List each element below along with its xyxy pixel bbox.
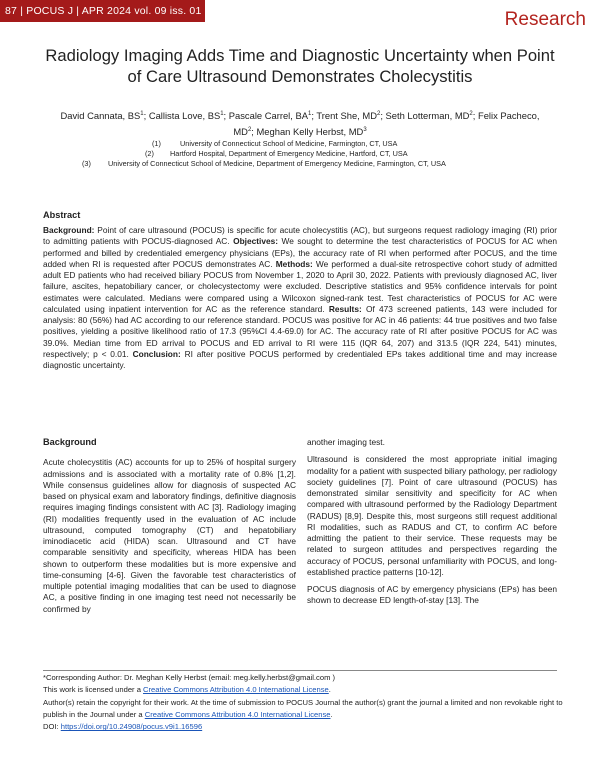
body-paragraph: POCUS diagnosis of AC by emergency physicians (EPs) has been shown to decrease ED length-of-stay [13]. The (307, 584, 557, 606)
license-link[interactable]: Creative Commons Attribution 4.0 International License (143, 685, 329, 695)
abstract-methods-label: Methods: (275, 258, 313, 269)
abstract-body: Background: Point of care ultrasound (POCUS) is specific for acute cholecystitis (AC), but surgeons request radiology imaging (RI) prior to admitting patients with POCUS-diagnosed AC. Objectives: We sought to determine the test characteristics of POCUS for AC when performed and billed by credentialed emergency physicians (EPs), the accuracy rate of RI when performed after POCUS, and the time added when RI is requested after POCUS demonstrates AC. Methods: We performed a dual-site retrospective cohort study of admitted adult ED patients who had received biliary POCUS from November 1, 2020 to April 30, 2022. Patients with previously diagnosed AC, liver failure, ascites, hepatobiliary cancer, or cholecystectomy were excluded. Descriptive statistics and 95% confidence intervals for point estimates were calculated. Medians were compared using a Wilcoxon signed-rank test. Test characteristics of POCUS for AC were calculated using inpatient intervention for AC as the reference standard. Results: Of 473 screened patients, 143 were included for analysis: 80 (56%) had AC according to our reference standard. POCUS was positive for AC in 46 patients: 44 true positives and two false positives, yielding a positive likelihood ratio of 17.3 (95%CI 4.4-69.0) for AC. The accuracy rate of RI after positive POCUS for AC was 39.0%. Median time from ED arrival to POCUS and ED arrival to RI were 115 (IQR 64, 207) and 313.5 (IQR 224, 541) minutes, respectively; p < 0.01. Conclusion: RI after positive POCUS performed by credentialed EPs takes additional time and may increase diagnostic uncertainty. (43, 225, 558, 370)
body-right-column (307, 437, 557, 613)
affiliation: (2) Hartford Hospital, Department of Emergency Medicine, Hartford, CT, USA (145, 149, 408, 158)
author: Pascale Carrel, $BA^1$; (228, 110, 317, 122)
author: Seth Lotterman, $MD^2$; (385, 110, 478, 122)
license-note: This work is licensed under a Creative Commons Attribution 4.0 International License. (43, 685, 331, 695)
background-heading: Background (43, 437, 97, 447)
body-paragraph: Ultrasound is considered the most appropriate initial imaging modality for a patient with suspected biliary pathology, per radiology society guidelines [7]. Point of care ultrasound (POCUS) has demonstrated similar sensitivity and specificity for AC when compared with ultrasound performed by the Radiology Department (RADUS) [8,9]. Despite this, most surgeons still request additional RI modalities, such as RADUS and CT, to confirm AC before admitting the patient to their service. These requests may be related to surgeon attitudes and perspectives regarding the accuracy of POCUS, personal unfamiliarity with POCUS, and long-established practice patterns [10-12]. (307, 454, 557, 577)
article-title: Radiology Imaging Adds Time and Diagnostic Uncertainty when Point of Care Ultrasound Demonstrates Cholecystitis (45, 46, 555, 86)
abstract-background-label: Background: (43, 225, 95, 235)
journal-info: 87 | POCUS J | APR 2024 vol. 09 iss. 01 (5, 5, 202, 17)
author: David Cannata, $BS^1$; (60, 110, 149, 122)
journal-header-bar (0, 0, 205, 22)
section-label: Research (504, 9, 586, 30)
rights-license-link[interactable]: Creative Commons Attribution 4.0 International License (144, 709, 331, 719)
footnotes (43, 672, 573, 733)
affiliation: (3) University of Connecticut School of Medicine, Department of Emergency Medicine, Farmington, CT, USA (82, 159, 446, 168)
author: Meghan Kelly Herbst, $MD^3$ (256, 126, 367, 138)
doi-link[interactable]: https://doi.org/10.24908/pocus.v9i1.16596 (60, 722, 203, 732)
body-left-column (43, 437, 296, 621)
abstract-objectives-label: Objectives: (233, 236, 279, 247)
abstract-results-label: Results: (328, 303, 362, 314)
body-paragraph: Acute cholecystitis (AC) accounts for up to 25% of hospital surgery admissions and is associated with a mortality rate of 0.8% [1,2]. While consensus guidelines allow for diagnosis of suspected AC based on physical exam and laboratory findings, definitive diagnosis requires imaging findings consistent with AC [3]. Radiology imaging (RI) modalities frequently used in the evaluation of AC include ultrasound, computed tomography (CT) and hepatobiliary iminodiacetic acid (HIDA) scan. Ultrasound and CT have comparable sensitivity and specificity, whereas HIDA has been shown to outperform these modalities but is more expensive and time-consuming [4-6]. Given the favorable test characteristics of multiple potential imaging modalities that can be used to diagnose AC, a positive finding in one imaging test need not necessarily be confirmed by (43, 457, 296, 614)
affiliation-list (0, 139, 600, 169)
footnote-divider (43, 670, 557, 671)
author: Felix Pacheco, $MD^2$; (233, 110, 540, 138)
abstract-conclusion-label: Conclusion: (132, 348, 181, 359)
doi-note: DOI: https://doi.org/10.24908/pocus.v9i1.16596 (43, 722, 203, 732)
author: Callista Love, $BS^1$; (148, 110, 229, 122)
author: Trent She, $MD^2$; (316, 110, 386, 122)
author-list (60, 107, 540, 139)
affiliation: (1) University of Connecticut School of Medicine, Farmington, CT, USA (152, 139, 398, 148)
abstract-heading: Abstract (43, 210, 81, 220)
rights-note: Author(s) retain the copyright for their work. At the time of submission to POCUS Journal the author(s) grant the journal a limited and non revokable right to publish in the Journal under a Creative Commons Attribution 4.0 International License. (43, 697, 563, 719)
body-paragraph: another imaging test. (307, 437, 385, 447)
corresponding-author-note: *Corresponding Author: Dr. Meghan Kelly Herbst (email: meg.kelly.herbst@gmail.com ) (43, 673, 336, 682)
